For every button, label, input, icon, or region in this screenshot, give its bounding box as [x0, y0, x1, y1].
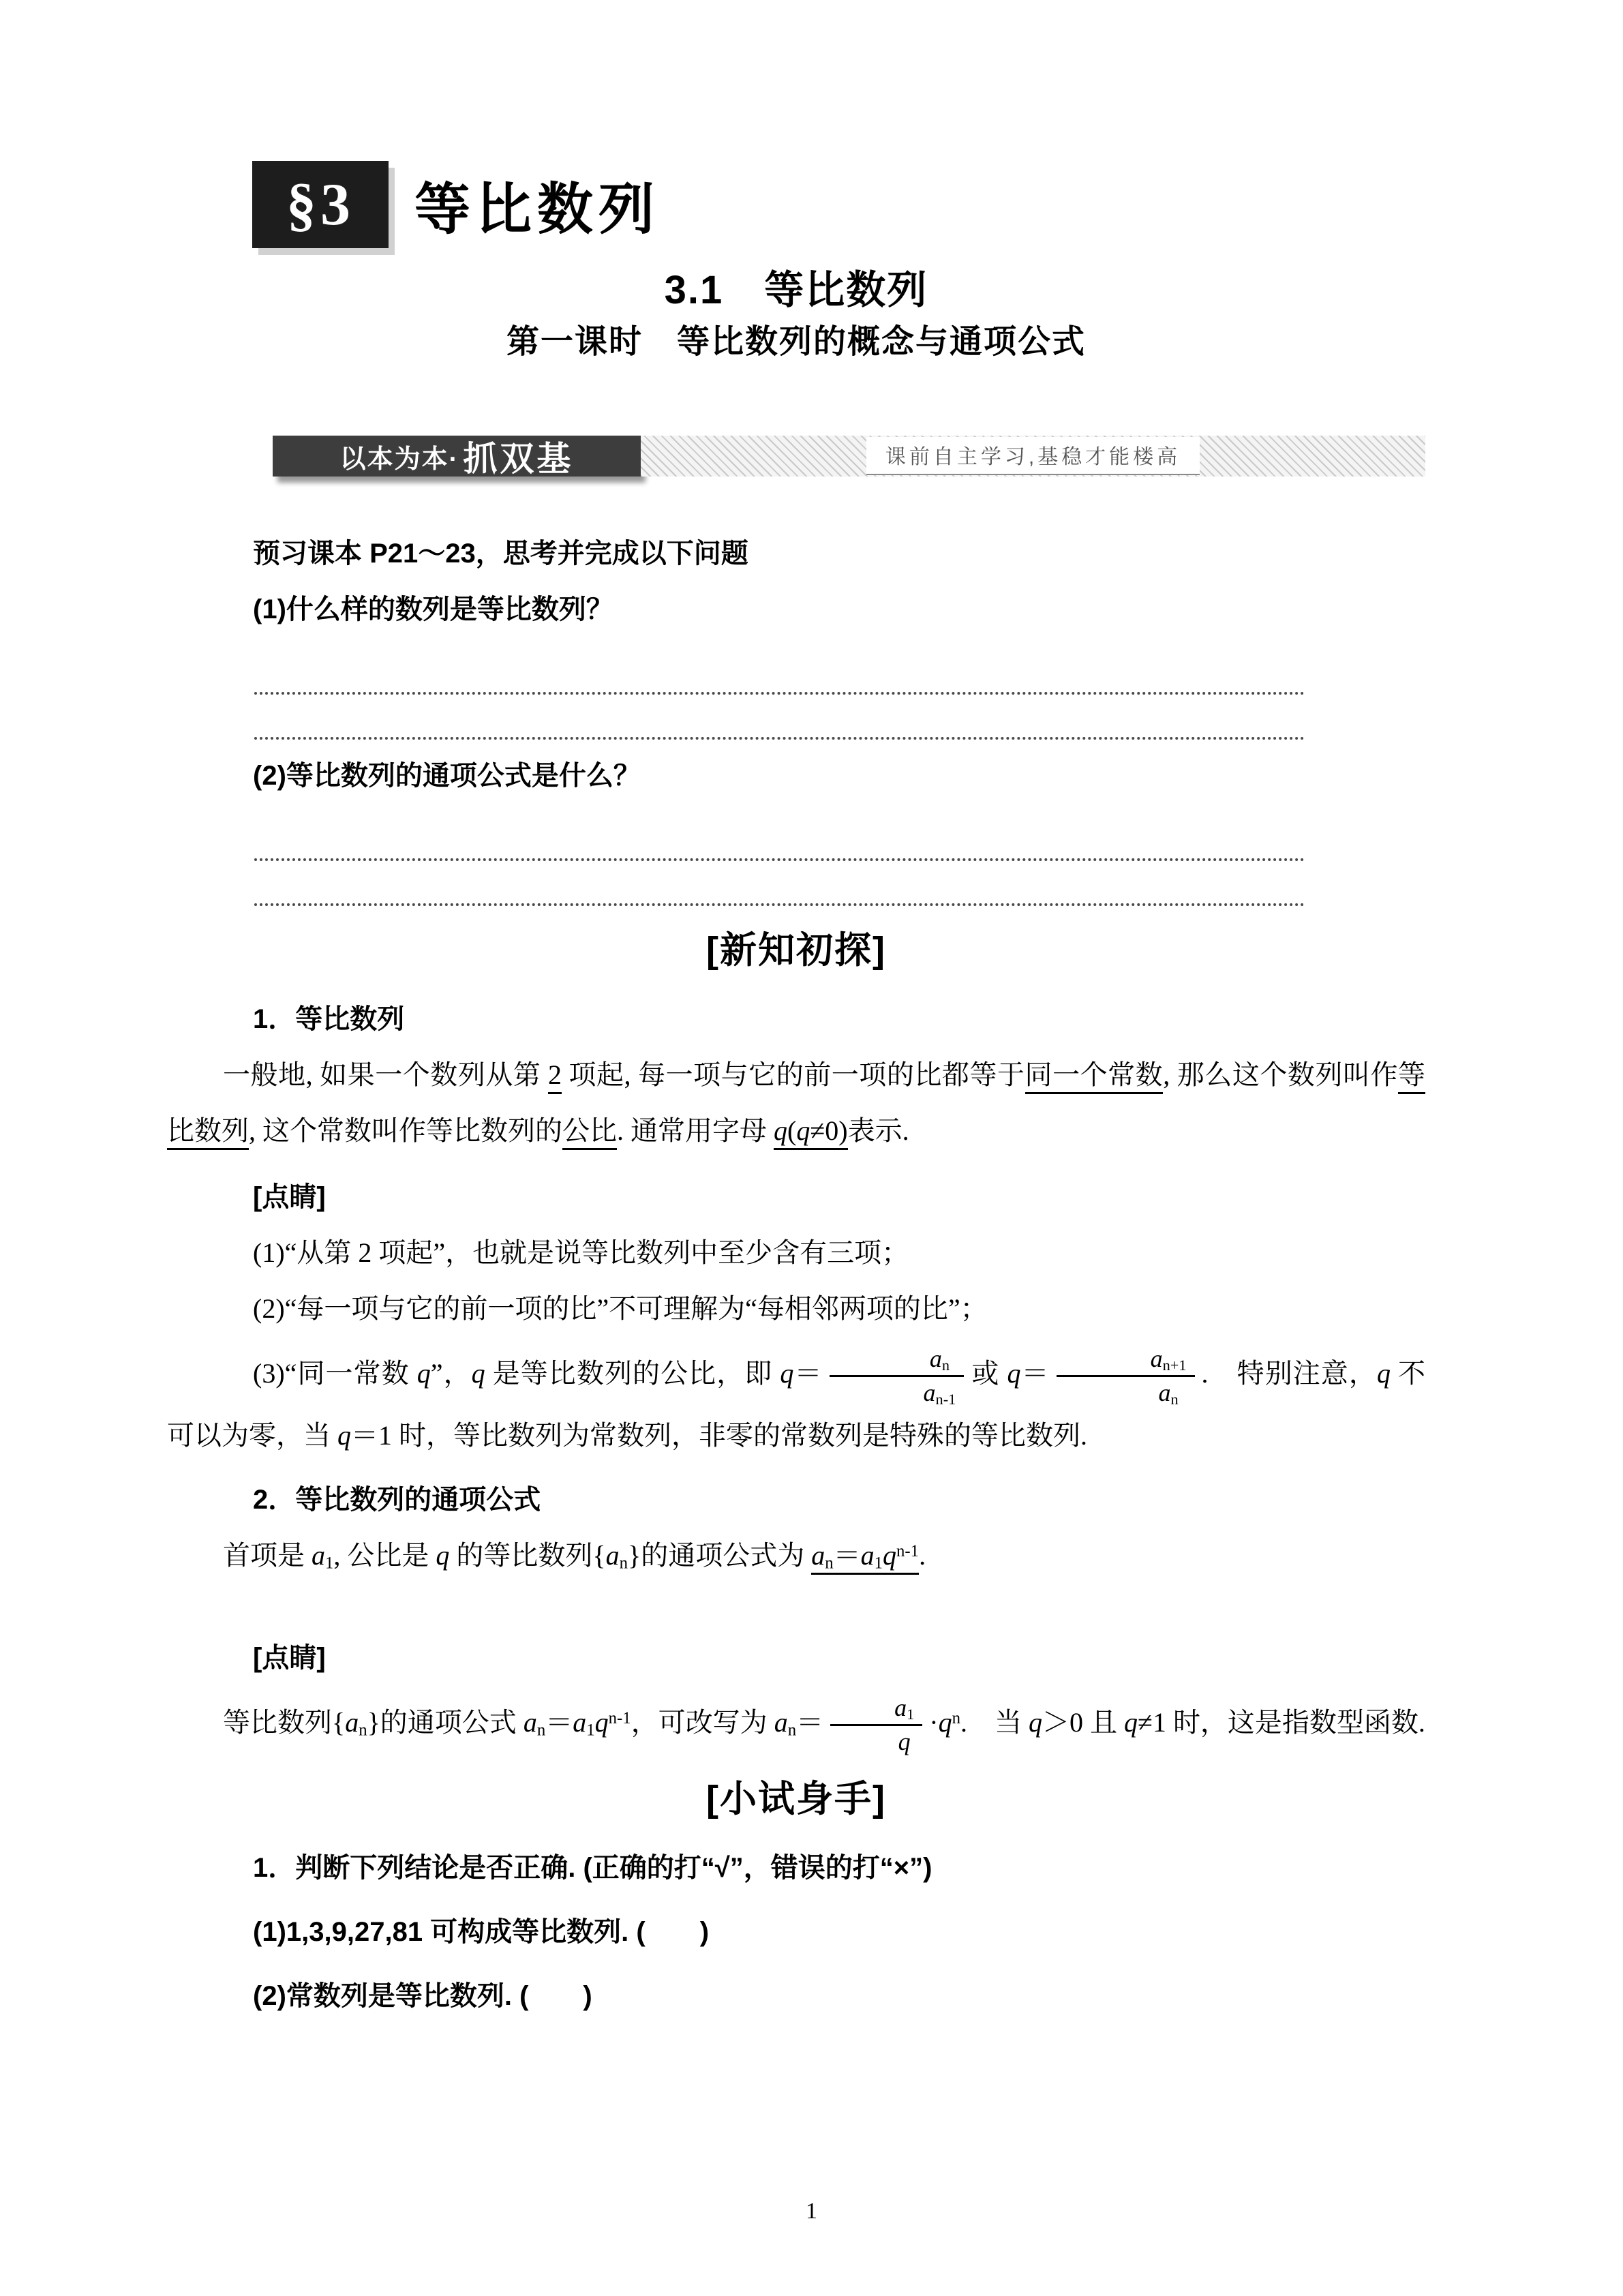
- section-header: [252, 160, 1425, 249]
- preview-intro: 预习课本 P21～23，思考并完成以下问题: [253, 539, 748, 569]
- general-formula-line: 首项是 $a_1$, 公比是 q 的等比数列$\{a_n\}$的通项公式为 $a_n=a_1q^{n-1}$.: [167, 1528, 1425, 1584]
- knowledge-heading: [新知初探]: [706, 930, 886, 971]
- answer-blank-line: [254, 695, 1305, 740]
- section-badge: [252, 161, 389, 248]
- preview-question-1: (1)什么样的数列是等比数列？: [253, 594, 613, 624]
- definition-paragraph: 一般地, 如果一个数列从第 2 项起, 每一项与它的前一项的比都等于同一个常数, 那么这个数列叫作等比数列, 这个常数叫作等比数列的公比. 通常用字母 q(q≠0)表示.: [167, 1047, 1425, 1159]
- dianjing2-label: [点睛]: [253, 1642, 326, 1673]
- knowledge-item1-title: 1．等比数列: [253, 1004, 405, 1034]
- banner-slogan: 课前自主学习,基稳才能楼高: [866, 437, 1200, 475]
- knowledge-item2-title: 2．等比数列的通项公式: [253, 1484, 541, 1515]
- lesson-title: 第一课时 等比数列的概念与通项公式: [506, 324, 1086, 360]
- answer-blank-line: [254, 861, 1305, 906]
- answer-blank-line: [254, 654, 1305, 695]
- study-banner: [273, 436, 1425, 477]
- section-title: 等比数列: [414, 178, 661, 241]
- dianjing1-label: [点睛]: [253, 1182, 326, 1212]
- practice-heading: [小试身手]: [706, 1778, 886, 1819]
- practice-item1-sub2: (2)常数列是等比数列. ( ): [253, 1980, 592, 2011]
- banner-title: [273, 436, 641, 477]
- dianjing1-point2: (2)“每一项与它的前一项的比”不可理解为“每相邻两项的比”；: [253, 1293, 988, 1324]
- preview-question-2: (2)等比数列的通项公式是什么？: [253, 761, 641, 791]
- dianjing1-point1: (1)“从第 2 项起”，也就是说等比数列中至少含有三项；: [253, 1237, 909, 1268]
- subsection-title: 3.1 等比数列: [664, 268, 928, 312]
- answer-blank-line: [254, 821, 1305, 861]
- dianjing2-paragraph: 等比数列$\{a_n\}$的通项公式 $a_n=a_1q^{n-1}$，可改写为 $a_n=$ $\frac{a_1}{q}$ $\cdot q^n$. 当 q＞0 且 q≠1 时，这是指数型函数.: [223, 1693, 1425, 1756]
- banner-title-emphasis: 抓双基: [463, 440, 574, 478]
- practice-item1: 1．判断下列结论是否正确. (正确的打“√”，错误的打“×”): [253, 1852, 932, 1883]
- banner-title-prefix: 以本为本·: [339, 444, 459, 474]
- banner-slogan-strip: [641, 436, 1425, 477]
- page-number: 1: [806, 2199, 817, 2224]
- dianjing1-point3: (3)“同一常数 q”，q 是等比数列的公比，即 q＝ $\frac{a_n}{a_{n-1}}$ 或 q＝ $\frac{a_{n+1}}{a_n}$ . 特别注意，q 不可以为零，当 q＝1 时，等比数列为常数列，非零的常数列是特殊的等比数列.: [167, 1345, 1426, 1451]
- practice-item1-sub1: (1)1,3,9,27,81 可构成等比数列. ( ): [253, 1916, 710, 1947]
- section-badge-text: §3: [286, 171, 354, 238]
